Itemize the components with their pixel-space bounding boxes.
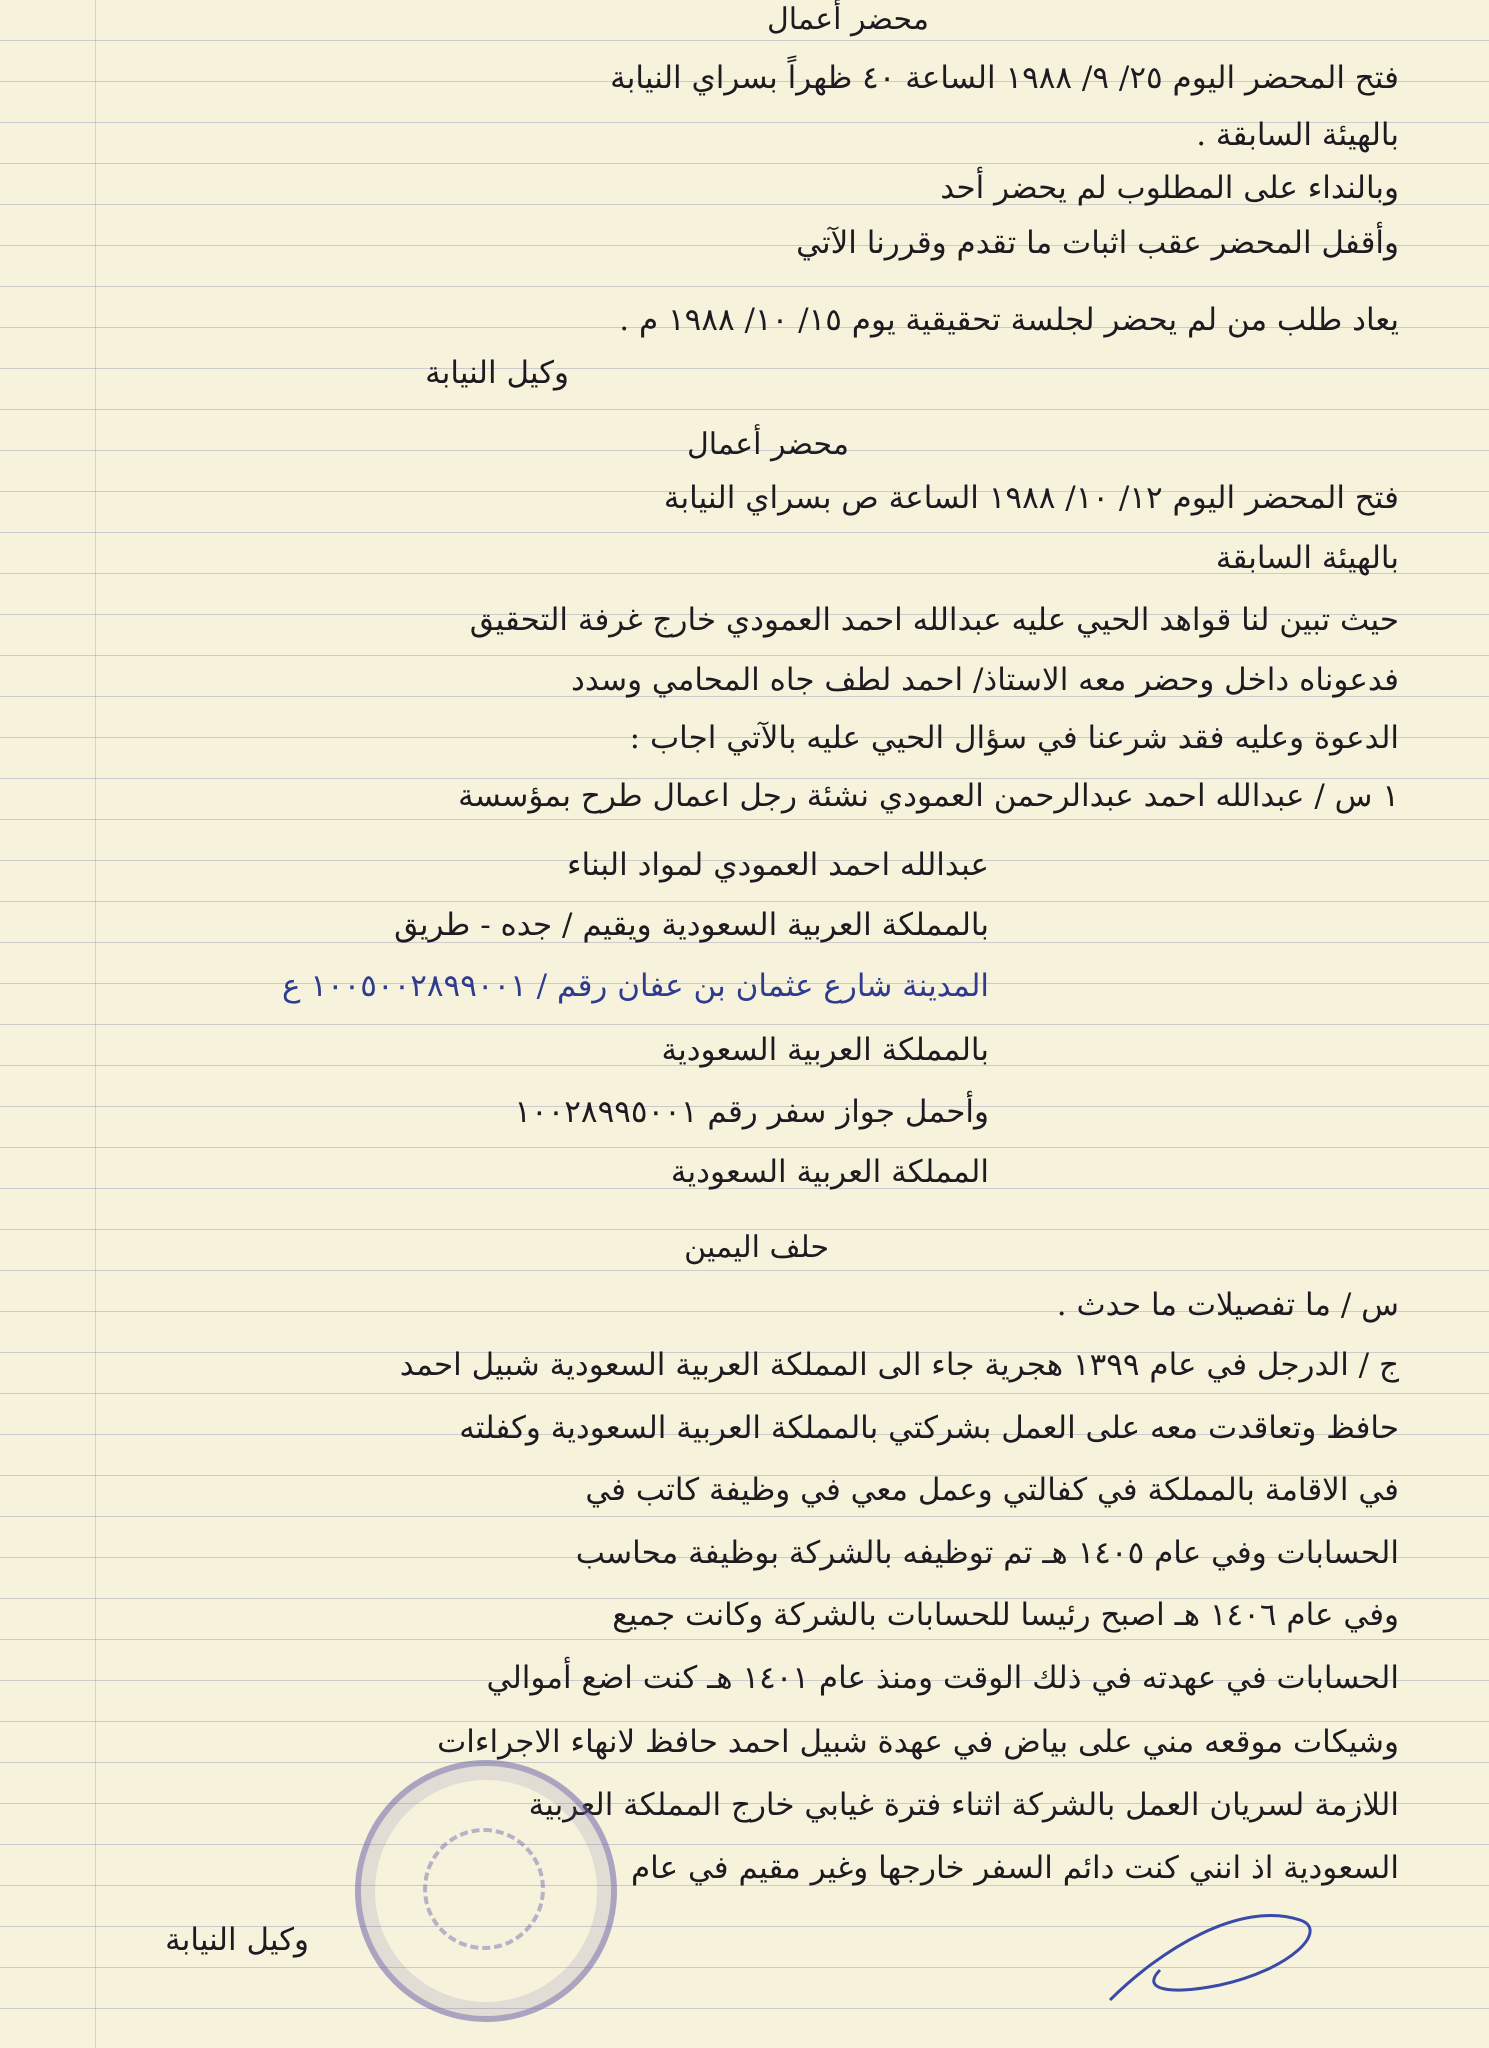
signature-scribble-icon	[1100, 1890, 1340, 2020]
header-minutes-title: محضر أعمال	[766, 2, 929, 37]
oath-heading: حلف اليمين	[684, 1230, 829, 1265]
text-line: يعاد طلب من لم يحضر لجلسة تحقيقية يوم ١٥/ ١٠/ ١٩٨٨ م .	[619, 302, 1399, 338]
text-line: بالمملكة العربية السعودية ويقيم / جده - طريق	[394, 907, 989, 943]
text-line: وبالنداء على المطلوب لم يحضر أحد	[940, 170, 1399, 206]
text-line: عبدالله احمد العمودي لمواد البناء	[566, 847, 989, 883]
answer-line: السعودية اذ انني كنت دائم السفر خارجها وغير مقيم في عام	[630, 1850, 1399, 1886]
official-stamp-icon	[355, 1760, 617, 2022]
answer-line: اللازمة لسريان العمل بالشركة اثناء فترة غيابي خارج المملكة العربية	[528, 1787, 1399, 1823]
answer-line: الحسابات في عهدته في ذلك الوقت ومنذ عام ١٤٠١ هـ كنت اضع أموالي	[486, 1660, 1399, 1696]
text-line: ١ س / عبدالله احمد عبدالرحمن العمودي نشئة رجل اعمال طرح بمؤسسة	[458, 778, 1399, 814]
text-line: الدعوة وعليه فقد شرعنا في سؤال الحيي عليه بالآتي اجاب :	[629, 720, 1399, 756]
text-line: بالهيئة السابقة	[1215, 540, 1399, 576]
signature-line: وكيل النيابة	[165, 1922, 309, 1958]
answer-line: وفي عام ١٤٠٦ هـ اصبح رئيسا للحسابات بالشركة وكانت جميع	[612, 1597, 1399, 1633]
text-line: وأقفل المحضر عقب اثبات ما تقدم وقررنا الآتي	[796, 225, 1399, 261]
text-line: المدينة شارع عثمان بن عفان رقم / ١٠٠٥٠٠٢٨٩٩٠٠١ ع	[281, 968, 989, 1004]
text-line: فتح المحضر اليوم ١٢/ ١٠/ ١٩٨٨ الساعة ص بسراي النيابة	[663, 480, 1399, 516]
text-line: بالهيئة السابقة .	[1196, 117, 1399, 153]
answer-line: ج / الدرجل في عام ١٣٩٩ هجرية جاء الى المملكة العربية السعودية شبيل احمد	[399, 1347, 1399, 1383]
text-line: فتح المحضر اليوم ٢٥/ ٩/ ١٩٨٨ الساعة ٤٠ ظهراً بسراي النيابة	[610, 60, 1399, 96]
text-line: بالمملكة العربية السعودية	[661, 1032, 989, 1068]
signature-line: وكيل النيابة	[425, 355, 569, 391]
text-line: فدعوناه داخل وحضر معه الاستاذ/ احمد لطف جاه المحامي وسدد	[571, 662, 1399, 698]
question-line: س / ما تفصيلات ما حدث .	[1056, 1287, 1399, 1323]
text-line: المملكة العربية السعودية	[670, 1154, 989, 1190]
answer-line: وشيكات موقعه مني على بياض في عهدة شبيل احمد حافظ لانهاء الاجراءات	[437, 1724, 1399, 1760]
answer-line: في الاقامة بالمملكة في كفالتي وعمل معي في وظيفة كاتب في	[585, 1472, 1399, 1508]
text-line: وأحمل جواز سفر رقم ١٠٠٢٨٩٩٥٠٠١	[514, 1094, 989, 1130]
text-line: حيث تبين لنا قواهد الحيي عليه عبدالله احمد العمودي خارج غرفة التحقيق	[469, 602, 1399, 638]
margin-rule	[95, 0, 96, 2048]
header-minutes-title: محضر أعمال	[686, 427, 849, 462]
answer-line: حافظ وتعاقدت معه على العمل بشركتي بالمملكة العربية السعودية وكفلته	[459, 1410, 1399, 1446]
answer-line: الحسابات وفي عام ١٤٠٥ هـ تم توظيفه بالشركة بوظيفة محاسب	[575, 1535, 1399, 1571]
